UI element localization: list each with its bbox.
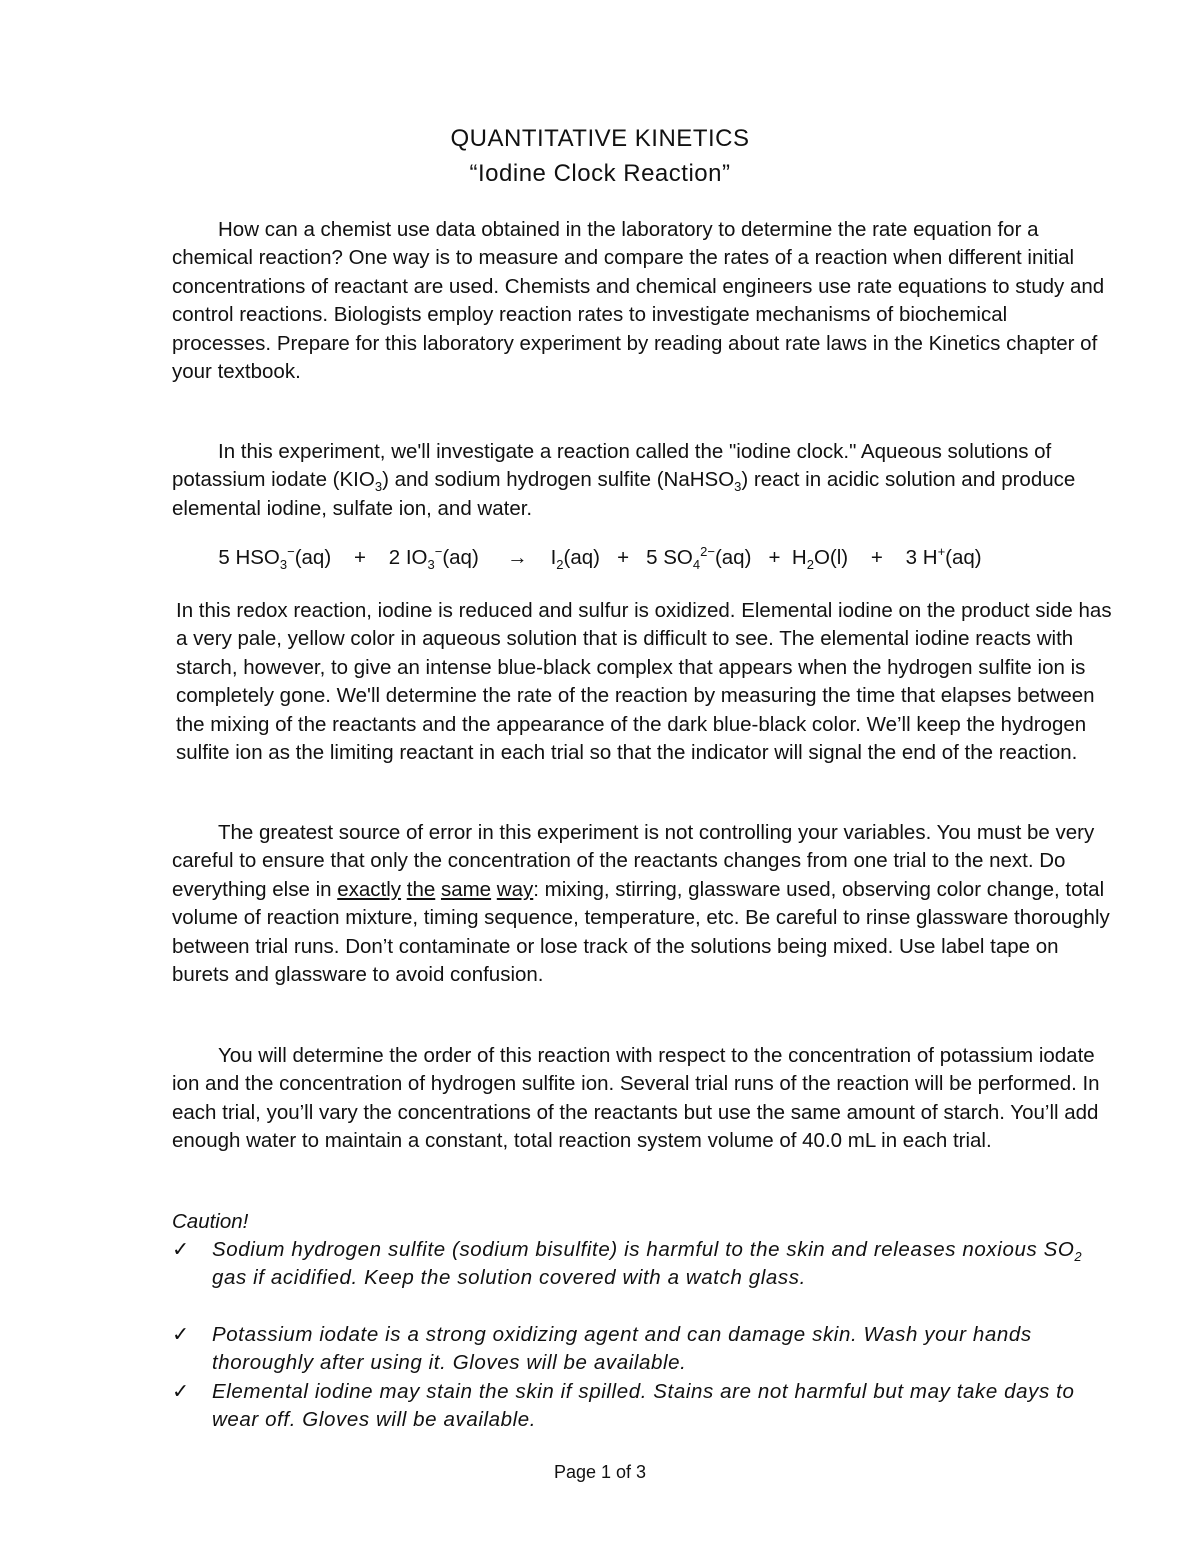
intro-paragraph (172, 216, 1112, 386)
caution-heading: Caution! (172, 1210, 249, 1233)
check-icon: ✓ (172, 1323, 190, 1346)
document-subtitle: “Iodine Clock Reaction” (469, 160, 731, 187)
reaction-equation: 5 $HSO_3^-(aq)$ + 2 $IO_3^-(aq)$ → $I_2(aq)$ + 5 $SO_4^{2-}(aq)$ + $H_2O(l)$ + 3 H+(aq) (218, 544, 982, 573)
error-paragraph: The greatest source of error in this experiment is not controlling your variables. You must be very careful to ensure that only the concentration of the reactants changes from one trial to the next. Do everything else in exactly the same way: mixing, stirring, glassware used, observing color change, total volume of reaction mixture, timing sequence, temperature, etc. Be careful to rinse glassware thoroughly between trial runs. Don’t contaminate or lose track of the solutions being mixed. Use label tape on burets and glassware to avoid confusion. (172, 821, 1110, 987)
redox-paragraph: In this redox reaction, iodine is reduced and sulfur is oxidized. Elemental iodine on the product side has a very pale, yellow color in aqueous solution that is difficult to see. The elemental iodine reacts with starch, however, to give an intense blue-black complex that appears when the hydrogen sulfite ion is completely gone. We'll determine the rate of the reaction by measuring the time that elapses between the mixing of the reactants and the appearance of the dark blue-black color. We’ll keep the hydrogen sulfite ion as the limiting reactant in each trial so that the indicator will signal the end of the reaction. (176, 599, 1112, 765)
caution-item: ✓ Elemental iodine may stain the skin if spilled. Stains are not harmful but may take days to wear off. Gloves will be available. (172, 1380, 1075, 1432)
document-title: QUANTITATIVE KINETICS (450, 125, 750, 152)
page-number: Page 1 of 3 (553, 1462, 647, 1482)
caution-item: ✓ Potassium iodate is a strong oxidizing agent and can damage skin. Wash your hands thoroughly after using it. Gloves will be available. (172, 1323, 1032, 1375)
check-icon: ✓ (172, 1238, 190, 1261)
reaction-arrow: → (507, 546, 528, 569)
caution-item: ✓ Sodium hydrogen sulfite (sodium bisulfite) is harmful to the skin and releases noxious $SO_2$ gas if acidified. Keep the solution covered with a watch glass. (172, 1238, 1083, 1290)
intro-text: How can a chemist use data obtained in the laboratory to determine the rate equation for a chemical reaction? One way is to measure and compare the rates of a reaction when different initial concentrations of reactant are used. Chemists and chemical engineers use rate equations to study and control reactions. Biologists employ reaction rates to investigate mechanisms of biochemical processes. Prepare for this laboratory experiment by reading about rate laws in the Kinetics chapter of your textbook. (172, 218, 1105, 384)
check-icon: ✓ (172, 1380, 190, 1403)
order-paragraph: You will determine the order of this reaction with respect to the concentration of potassium iodate ion and the concentration of hydrogen sulfite ion. Several trial runs of the reaction will be performed. In each trial, you’ll vary the concentrations of the reactants but use the same amount of starch. You’ll add enough water to maintain a constant, total reaction system volume of 40.0 mL in each trial. (172, 1044, 1100, 1153)
experiment-paragraph: In this experiment, we'll investigate a reaction called the "iodine clock." Aqueous solutions of potassium iodate $(KIO_3)$ and sodium hydrogen sulfite (NaHSO$_3$) react in acidic solution and produce elemental iodine, sulfate ion, and water. (172, 440, 1076, 520)
